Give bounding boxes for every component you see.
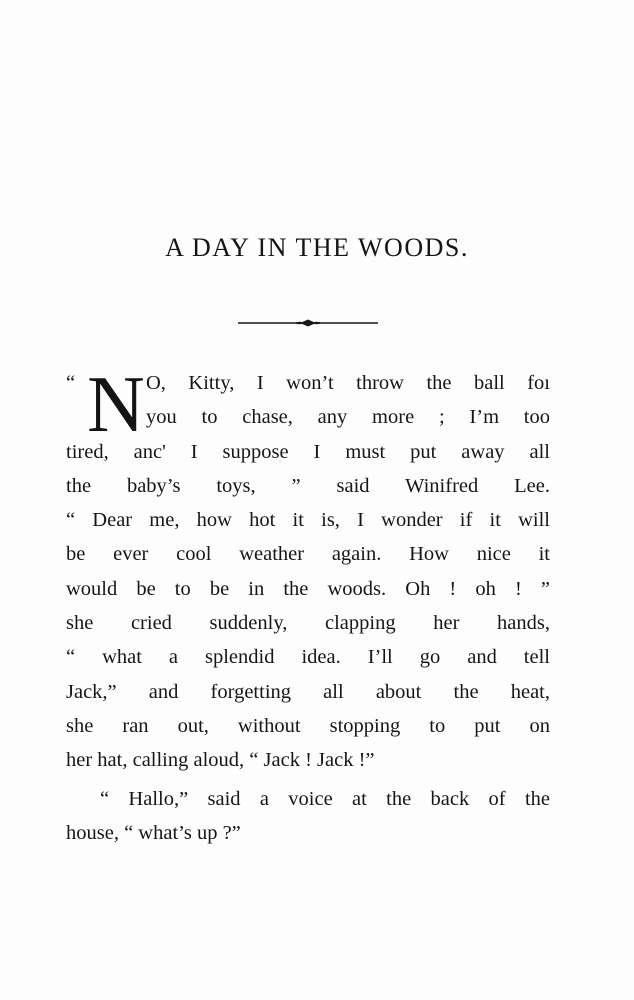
text-line: you to chase, any more ; I’m too [146,406,550,429]
paragraph-2 [66,782,550,851]
chapter-title: A DAY IN THE WOODS. [165,233,469,262]
text-line: be ever cool weather again. How nice it [66,543,550,566]
text-line: the baby’s toys, ” said Winifred Lee. [66,474,550,497]
paragraph-1 [66,361,550,778]
opening-quote: “ [66,372,76,394]
text-line: tired, anc' I suppose I must put away all [66,440,550,463]
text-line: would be to be in the woods. Oh ! oh ! ” [66,577,550,600]
text-line: she ran out, without stopping to put on [66,714,550,737]
text-line: O, Kitty, I won’t throw the ball foı [146,372,550,394]
text-line: her hat, calling aloud, “ Jack ! Jack !” [66,749,375,772]
text-line: she cried suddenly, clapping her hands, [66,612,550,635]
text-line: house, “ what’s up ?” [66,822,241,845]
text-line: “ Hallo,” said a voice at the back of the [100,788,550,810]
ornament-divider [238,316,378,330]
text-line: “ what a splendid idea. I’ll go and tell [66,646,550,669]
drop-cap: N [87,361,145,449]
text-line: Jack,” and forgetting all about the heat, [66,680,550,703]
text-line: “ Dear me, how hot it is, I wonder if it will [66,509,550,532]
